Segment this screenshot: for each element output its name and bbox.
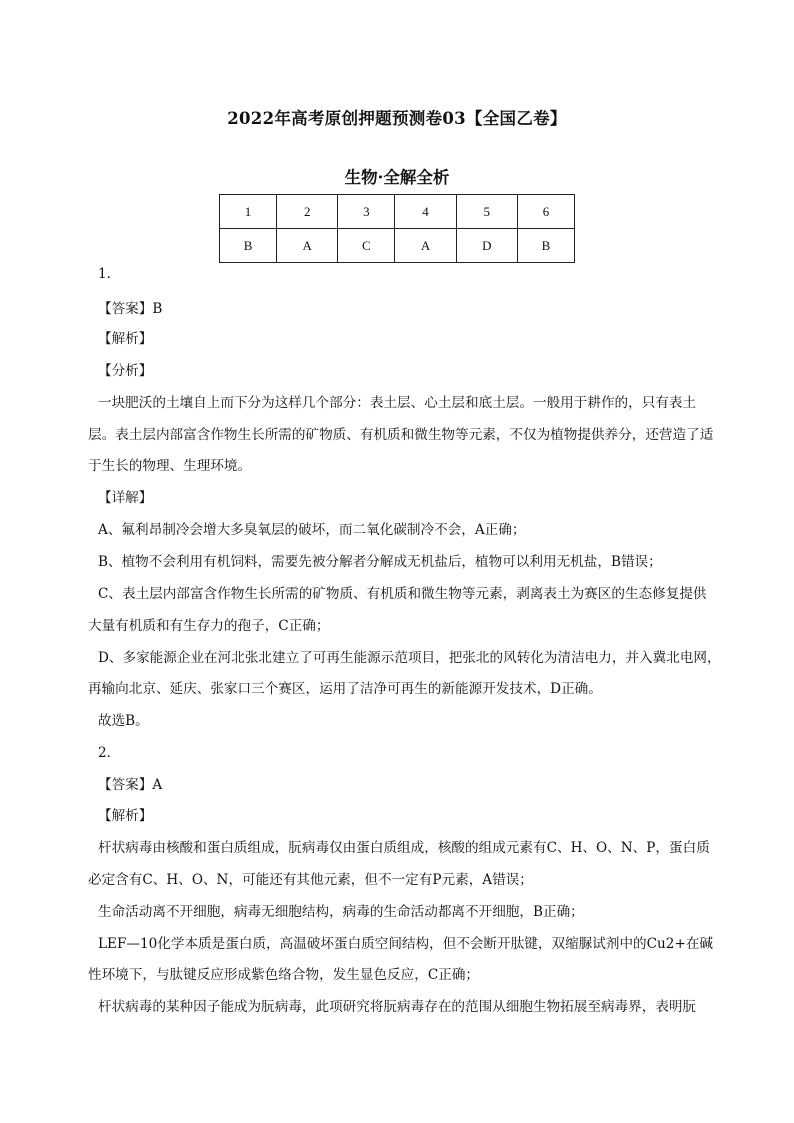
table-cell-answer: B (220, 229, 277, 263)
q1-analysis-line-1: 一块肥沃的土壤自上而下分为这样几个部分：表土层、心土层和底土层。一般用于耕作的，只有表土 (98, 395, 697, 411)
answer-table-answer-row (220, 229, 575, 263)
q2-jiexi-heading: 【解析】 (98, 808, 153, 824)
q2-paragraph-1-line-1: 杆状病毒由核酸和蛋白质组成，朊病毒仅由蛋白质组成，核酸的组成元素有C、H、O、N、P，蛋白质 (98, 840, 710, 856)
table-cell-answer: B (517, 229, 574, 263)
q1-option-c-line-2: 大量有机质和有生存力的孢子，C正确； (88, 618, 330, 634)
q2-paragraph-3-line-2: 性环境下，与肽键反应形成紫色络合物，发生显色反应，C正确； (88, 967, 480, 983)
table-cell-number: 2 (277, 195, 338, 229)
answer-table (219, 194, 575, 263)
q1-jiexi-heading: 【解析】 (98, 331, 153, 347)
table-cell-answer: C (338, 229, 395, 263)
q1-number: 1． (98, 266, 121, 282)
q1-analysis-line-3: 于生长的物理、生理环境。 (88, 458, 252, 474)
table-cell-answer: A (277, 229, 338, 263)
q2-number: 2． (98, 745, 121, 761)
table-cell-answer: D (456, 229, 517, 263)
table-cell-number: 4 (395, 195, 456, 229)
q1-option-d-line-2: 再输向北京、延庆、张家口三个赛区，运用了洁净可再生的新能源开发技术，D正确。 (88, 681, 602, 697)
table-cell-number: 3 (338, 195, 395, 229)
q1-fenxi-heading: 【分析】 (98, 363, 153, 379)
q1-xiangjie-heading: 【详解】 (98, 490, 153, 506)
page-title: 2022年高考原创押题预测卷03【全国乙卷】 (227, 109, 567, 128)
table-cell-number: 1 (220, 195, 277, 229)
q2-paragraph-2: 生命活动离不开细胞，病毒无细胞结构，病毒的生命活动都离不开细胞，B正确； (98, 904, 584, 920)
q1-option-b: B、植物不会利用有机饲料，需要先被分解者分解成无机盐后，植物可以利用无机盐，B错误； (98, 554, 662, 570)
q1-option-d-line-1: D、多家能源企业在河北张北建立了可再生能源示范项目，把张北的风转化为清洁电力，并入冀北电网， (98, 650, 721, 666)
table-cell-answer: A (395, 229, 456, 263)
q2-paragraph-3-line-1: LEF—10化学本质是蛋白质，高温破坏蛋白质空间结构，但不会断开肽键，双缩脲试剂中的Cu2+在碱 (98, 936, 714, 952)
q1-option-c-line-1: C、表土层内部富含作物生长所需的矿物质、有机质和微生物等元素，剥离表土为赛区的生态修复提供 (98, 586, 707, 602)
q2-answer: 【答案】A (98, 777, 163, 793)
q1-option-a: A、氟利昂制冷会增大多臭氧层的破坏，而二氧化碳制冷不会，A正确； (98, 522, 526, 538)
table-cell-number: 5 (456, 195, 517, 229)
page-subtitle: 生物·全解全析 (344, 168, 450, 187)
q1-answer: 【答案】B (98, 301, 163, 317)
q1-choose: 故选B。 (98, 713, 149, 729)
q1-analysis-line-2: 层。表土层内部富含作物生长所需的矿物质、有机质和微生物等元素，不仅为植物提供养分，还营造了适 (88, 427, 714, 443)
answer-table-number-row (220, 195, 575, 229)
q2-paragraph-4: 杆状病毒的某种因子能成为朊病毒，此项研究将朊病毒存在的范围从细胞生物拓展至病毒界，表明朊 (98, 999, 697, 1015)
table-cell-number: 6 (517, 195, 574, 229)
q2-paragraph-1-line-2: 必定含有C、H、O、N，可能还有其他元素，但不一定有P元素，A错误； (88, 872, 533, 888)
